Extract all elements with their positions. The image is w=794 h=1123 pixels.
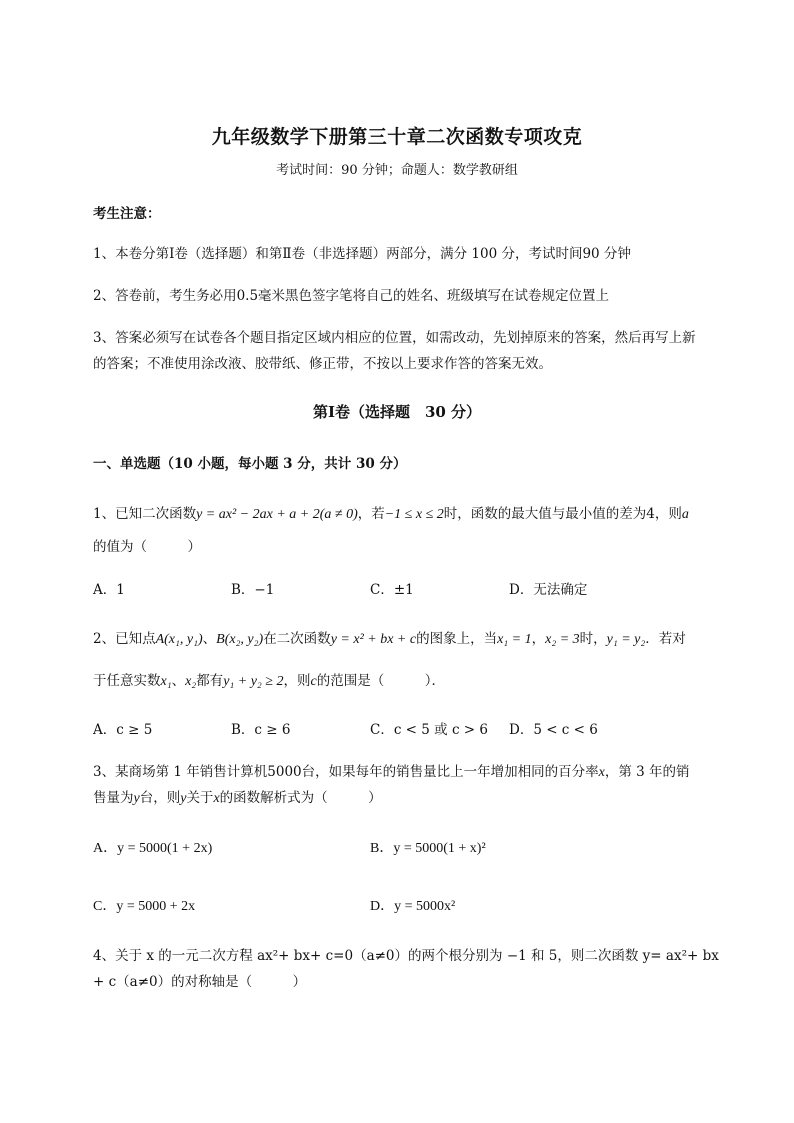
q1-option-a[interactable]: A．1 (93, 582, 125, 598)
q1-option-d[interactable]: D．无法确定 (509, 582, 588, 598)
question-4-line-2: + c（a≠0）的对称轴是（ ） (93, 974, 307, 990)
notice-item-2: 2、答卷前，考生务必用0.5毫米黑色签字笔将自己的姓名、班级填写在试卷规定位置上 (93, 288, 610, 304)
q3-option-c[interactable]: C．y = 5000 + 2x (93, 899, 196, 914)
part-heading: 一、单选题（10 小题，每小题 3 分，共计 30 分） (93, 456, 407, 472)
exam-info: 考试时间：90 分钟；命题人：数学教研组 (276, 163, 518, 178)
notice-item-3-cont: 的答案；不准使用涂改液、胶带纸、修正带，不按以上要求作答的答案无效。 (93, 356, 552, 372)
q2-option-a[interactable]: A．c ≥ 5 (93, 722, 153, 738)
q3-option-d[interactable]: D．y = 5000x² (370, 899, 456, 914)
q2-option-b[interactable]: B．c ≥ 6 (231, 722, 291, 738)
q2-option-d[interactable]: D．5 < c < 6 (509, 722, 598, 738)
question-2-line-1: 2、已知点A(x₁, y₁)、B(x₂, y₂)在二次函数y = x² + bx + c的图象上，当x₁ = 1，x₂ = 3时，y₁ = y₂．若对 (93, 631, 686, 647)
q1-condition: −1 ≤ x ≤ 2 (384, 507, 444, 522)
question-2-line-2: 于任意实数x₁、x₂都有y₁ + y₂ ≥ 2，则c的范围是（ ）． (93, 673, 445, 689)
question-1-line-1: 1、已知二次函数y = ax² − 2ax + a + 2(a ≠ 0)，若−1 ≤ x ≤ 2时，函数的最大值与最小值的差为4，则a (93, 506, 689, 522)
q1-option-b[interactable]: B．−1 (231, 582, 275, 598)
q3-option-a[interactable]: A．y = 5000(1 + 2x) (93, 841, 213, 856)
section-title: 第Ⅰ卷（选择题 30 分） (312, 403, 482, 421)
notice-heading: 考生注意： (93, 206, 161, 222)
page-title: 九年级数学下册第三十章二次函数专项攻克 (211, 126, 583, 148)
notice-item-3: 3、答案必须写在试卷各个题目指定区域内相应的位置，如需改动，先划掉原来的答案，然后再写上新 (93, 330, 696, 346)
question-1-line-2: 的值为（ ） (93, 539, 201, 555)
notice-item-1: 1、本卷分第Ⅰ卷（选择题）和第Ⅱ卷（非选择题）两部分，满分 100 分，考试时间90 分钟 (93, 246, 631, 262)
q1-option-c[interactable]: C．±1 (370, 582, 414, 598)
question-3-line-2: 售量为y台，则y关于x的函数解析式为（ ） (93, 790, 382, 806)
question-3-line-1: 3、某商场第 1 年销售计算机5000台，如果每年的销售量比上一年增加相同的百分率x，第 3 年的销 (93, 764, 690, 780)
q2-option-c[interactable]: C．c < 5 或 c > 6 (370, 722, 488, 738)
q1-function: y = ax² − 2ax + a + 2(a ≠ 0) (196, 507, 358, 522)
q3-option-b[interactable]: B．y = 5000(1 + x)² (370, 841, 486, 856)
question-4-line-1: 4、关于 x 的一元二次方程 ax²+ bx+ c=0（a≠0）的两个根分别为 −1 和 5，则二次函数 y= ax²+ bx (93, 948, 719, 964)
